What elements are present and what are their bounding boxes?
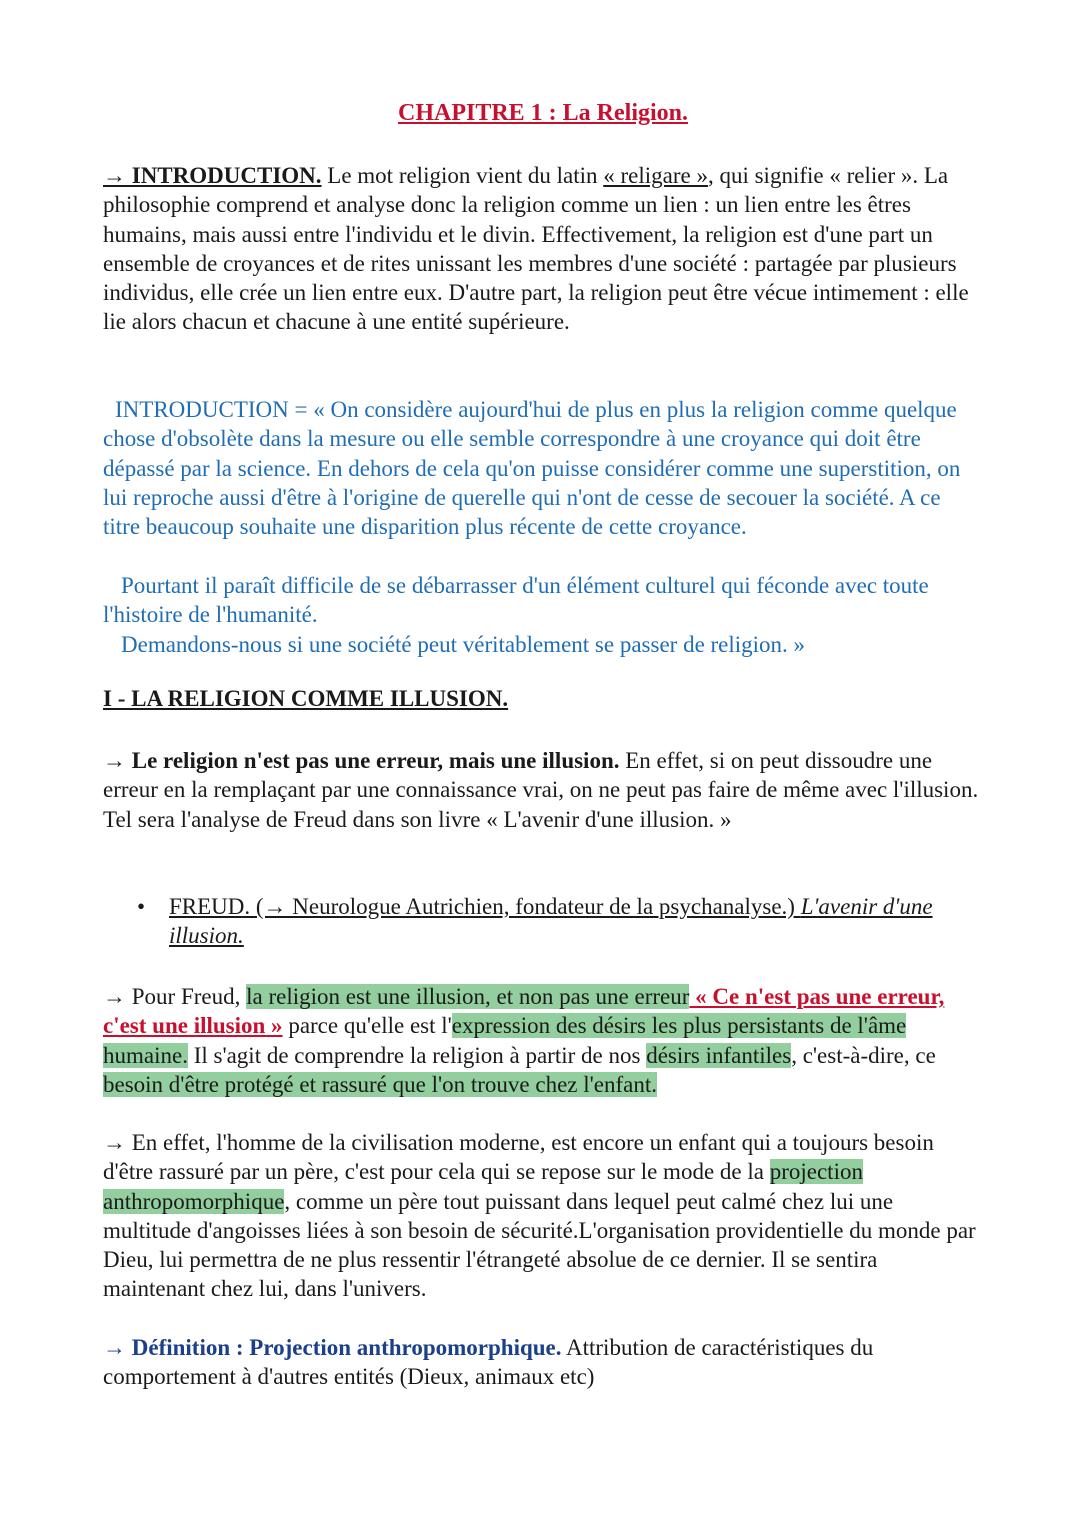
intro-quote-paragraph-1: INTRODUCTION = « On considère aujourd'hui de plus en plus la religion comme quelque chose d'obsolète dans la mesure ou elle semble correspondre à une croyance qui doit être dépassé par la science. En dehors de cela qu'on puisse considérer comme une superstition, on lui reproche aussi d'être à l'origine de querelle qui n'ont de cesse de secouer la société. A ce titre beaucoup souhaite une disparition plus récente de cette croyance. (103, 397, 961, 540)
bullet-dot: • (137, 894, 146, 919)
definition-paragraph: → Définition : Projection anthropomorphique. Attribution de caractéristiques du comportement à d'autres entités (Dieux, animaux etc) (103, 1335, 874, 1390)
introduction-paragraph: → INTRODUCTION. Le mot religion vient du latin « religare », qui signifie « relier ». La philosophie comprend et analyse donc la religion comme un lien : un lien entre les êtres humains, mais aussi entre l'individu et le divin. Effectivement, la religion est d'une part un ensemble de croyances et de rites unissant les membres d'une société : partagée par plusieurs individus, elle crée un lien entre eux. D'autre part, la religion peut être vécue intimement : elle lie alors chacun et chacune à une entité supérieure. (103, 163, 969, 335)
highlight-protection: besoin d'être protégé et rassuré que l'on trouve chez l'enfant. (103, 1071, 657, 1097)
freud-reference: FREUD. (→ Neurologue Autrichien, fondateur de la psychanalyse.) L'avenir d'une illusion. (169, 894, 933, 949)
freud-paragraph: → Pour Freud, la religion est une illusion, et non pas une erreur « Ce n'est pas une erreur, c'est une illusion » parce qu'elle est l'expression des désirs les plus persistants de l'âme humaine. Il s'agit de comprendre la religion à partir de nos désirs infantiles, c'est-à-dire, ce besoin d'être protégé et rassuré que l'on trouve chez l'enfant. (103, 984, 945, 1097)
highlight-desires: expression des désirs les plus persistants de l'âme humaine. (103, 1013, 907, 1068)
introduction-label: → INTRODUCTION. (103, 163, 322, 188)
book-title: L'avenir d'une illusion. (169, 894, 933, 949)
highlight-projection: projection anthropomorphique (103, 1159, 863, 1214)
intro-quote-paragraph-2: Pourtant il paraît difficile de se débarrasser d'un élément culturel qui féconde avec toute l'histoire de l'humanité. (103, 573, 929, 628)
illusion-paragraph: → Le religion n'est pas une erreur, mais une illusion. En effet, si on peut dissoudre une erreur en la remplaçant par une connaissance vrai, on ne peut pas faire de même avec l'illusion. Tel sera l'analyse de Freud dans son livre « L'avenir d'une illusion. » (103, 748, 979, 832)
modern-man-paragraph: → En effet, l'homme de la civilisation moderne, est encore un enfant qui a toujours besoin d'être rassuré par un père, c'est pour cela qui se repose sur le mode de la projection anthropomorphique, comme un père tout puissant dans lequel peut calmé chez lui une multitude d'angoisses liées à son besoin de sécurité.L'organisation providentielle du monde par Dieu, lui permettra de ne plus ressentir l'étrangeté absolue de ce dernier. Il se sentira maintenant chez lui, dans l'univers. (103, 1130, 976, 1302)
highlight-infantile: désirs infantiles (646, 1042, 792, 1068)
definition-label: → Définition : Projection anthropomorphique. (103, 1335, 562, 1360)
latin-word: « religare » (603, 163, 708, 188)
intro-quote-paragraph-3: Demandons-nous si une société peut véritablement se passer de religion. » (121, 632, 806, 657)
section-heading: I - LA RELIGION COMME ILLUSION. (103, 686, 509, 711)
chapter-title: CHAPITRE 1 : La Religion. (397, 100, 688, 126)
highlight-illusion: la religion est une illusion, et non pas une erreur (246, 984, 690, 1009)
freud-quote: « Ce n'est pas une erreur, c'est une illusion » (103, 984, 945, 1039)
